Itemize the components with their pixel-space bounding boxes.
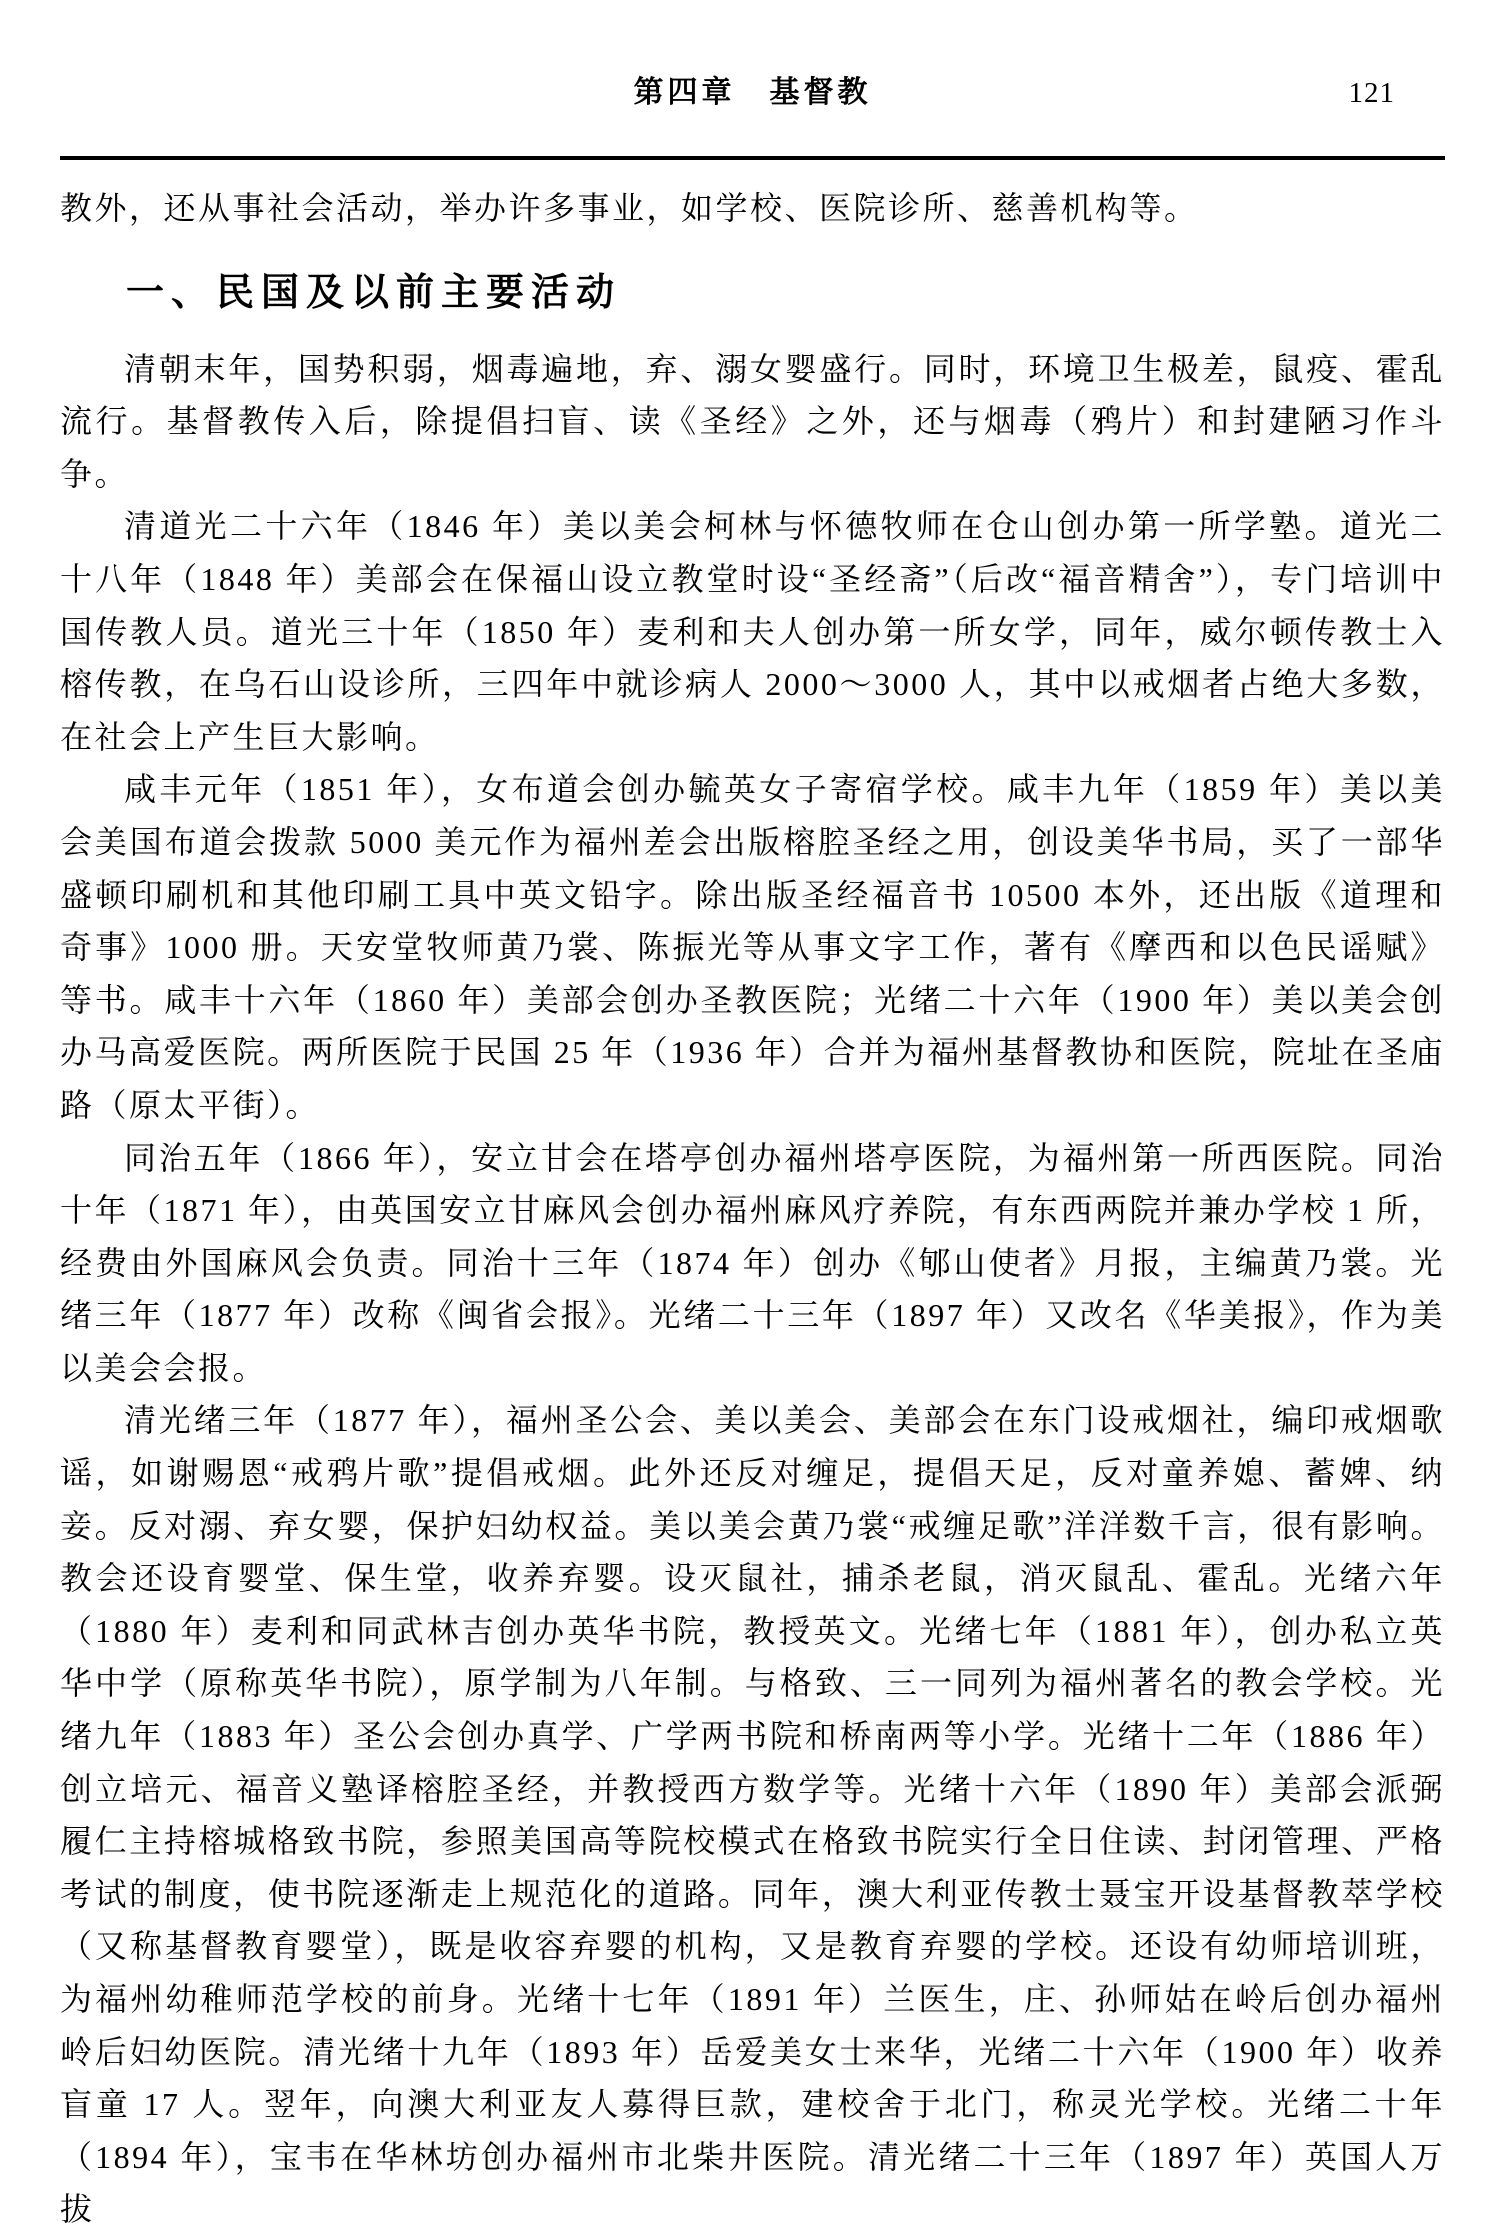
- body-paragraph: 咸丰元年（1851 年），女布道会创办毓英女子寄宿学校。咸丰九年（1859 年）美以美会美国布道会拨款 5000 美元作为福州差会出版榕腔圣经之用，创设美华书局，买了一部华盛顿印刷机和其他印刷工具中英文铅字。除出版圣经福音书 10500 本外，还出版《道理和奇事》1000 册。天安堂牧师黄乃裳、陈振光等从事文字工作，著有《摩西和以色民谣赋》等书。咸丰十六年（1860 年）美部会创办圣教医院；光绪二十六年（1900 年）美以美会创办马高爱医院。两所医院于民国 25 年（1936 年）合并为福州基督教协和医院，院址在圣庙路（原太平街）。: [60, 771, 1445, 1123]
- body-paragraph: 清光绪三年（1877 年），福州圣公会、美以美会、美部会在东门设戒烟社，编印戒烟歌谣，如谢赐恩“戒鸦片歌”提倡戒烟。此外还反对缠足，提倡天足，反对童养媳、蓄婢、纳妾。反对溺、弃女婴，保护妇幼权益。美以美会黄乃裳“戒缠足歌”洋洋数千言，很有影响。教会还设育婴堂、保生堂，收养弃婴。设灭鼠社，捕杀老鼠，消灭鼠乱、霍乱。光绪六年（1880 年）麦利和同武林吉创办英华书院，教授英文。光绪七年（1881 年），创办私立英华中学（原称英华书院），原学制为八年制。与格致、三一同列为福州著名的教会学校。光绪九年（1883 年）圣公会创办真学、广学两书院和桥南两等小学。光绪十二年（1886 年）创立培元、福音义塾译榕腔圣经，并教授西方数学等。光绪十六年（1890 年）美部会派弼履仁主持榕城格致书院，参照美国高等院校模式在格致书院实行全日住读、封闭管理、严格考试的制度，使书院逐渐走上规范化的道路。同年，澳大利亚传教士聂宝开设基督教萃学校（又称基督教育婴堂），既是收容弃婴的机构，又是教育弃婴的学校。还设有幼师培训班，为福州幼稚师范学校的前身。光绪十七年（1891 年）兰医生，庄、孙师姑在岭后创办福州岭后妇幼医院。清光绪十九年（1893 年）岳爱美女士来华，光绪二十六年（1900 年）收养盲童 17 人。翌年，向澳大利亚友人募得巨款，建校舍于北门，称灵光学校。光绪二十年（1894 年），宝韦在华林坊创办福州市北柴井医院。清光绪二十三年（1897 年）英国人万拔: [60, 1402, 1445, 2228]
- chapter-title: 第四章 基督教: [633, 76, 872, 109]
- header-rule: [60, 156, 1445, 160]
- body-paragraph: 清朝末年，国势积弱，烟毒遍地，弃、溺女婴盛行。同时，环境卫生极差，鼠疫、霍乱流行。基督教传入后，除提倡扫盲、读《圣经》之外，还与烟毒（鸦片）和封建陋习作斗争。: [60, 350, 1445, 492]
- paragraph-list: [60, 343, 1445, 2235]
- lead-paragraph: 教外，还从事社会活动，举办许多事业，如学校、医院诊所、慈善机构等。: [60, 190, 1199, 226]
- body-paragraph: 同治五年（1866 年），安立甘会在塔亭创办福州塔亭医院，为福州第一所西医院。同治十年（1871 年），由英国安立甘麻风会创办福州麻风疗养院，有东西两院并兼办学校 1 所，经费由外国麻风会负责。同治十三年（1874 年）创办《郇山使者》月报，主编黄乃裳。光绪三年（1877 年）改称《闽省会报》。光绪二十三年（1897 年）又改名《华美报》，作为美以美会会报。: [60, 1139, 1445, 1386]
- page-header: [60, 0, 1445, 112]
- section-heading: 一、民国及以前主要活动: [126, 271, 622, 314]
- page-number: 121: [1348, 77, 1395, 109]
- body-paragraph: 清道光二十六年（1846 年）美以美会柯林与怀德牧师在仓山创办第一所学塾。道光二十八年（1848 年）美部会在保福山设立教堂时设“圣经斋”（后改“福音精舍”），专门培训中国传教人员。道光三十年（1850 年）麦利和夫人创办第一所女学，同年，威尔顿传教士入榕传教，在乌石山设诊所，三四年中就诊病人 2000～3000 人，其中以戒烟者占绝大多数，在社会上产生巨大影响。: [60, 508, 1445, 755]
- page-content: [60, 182, 1445, 2235]
